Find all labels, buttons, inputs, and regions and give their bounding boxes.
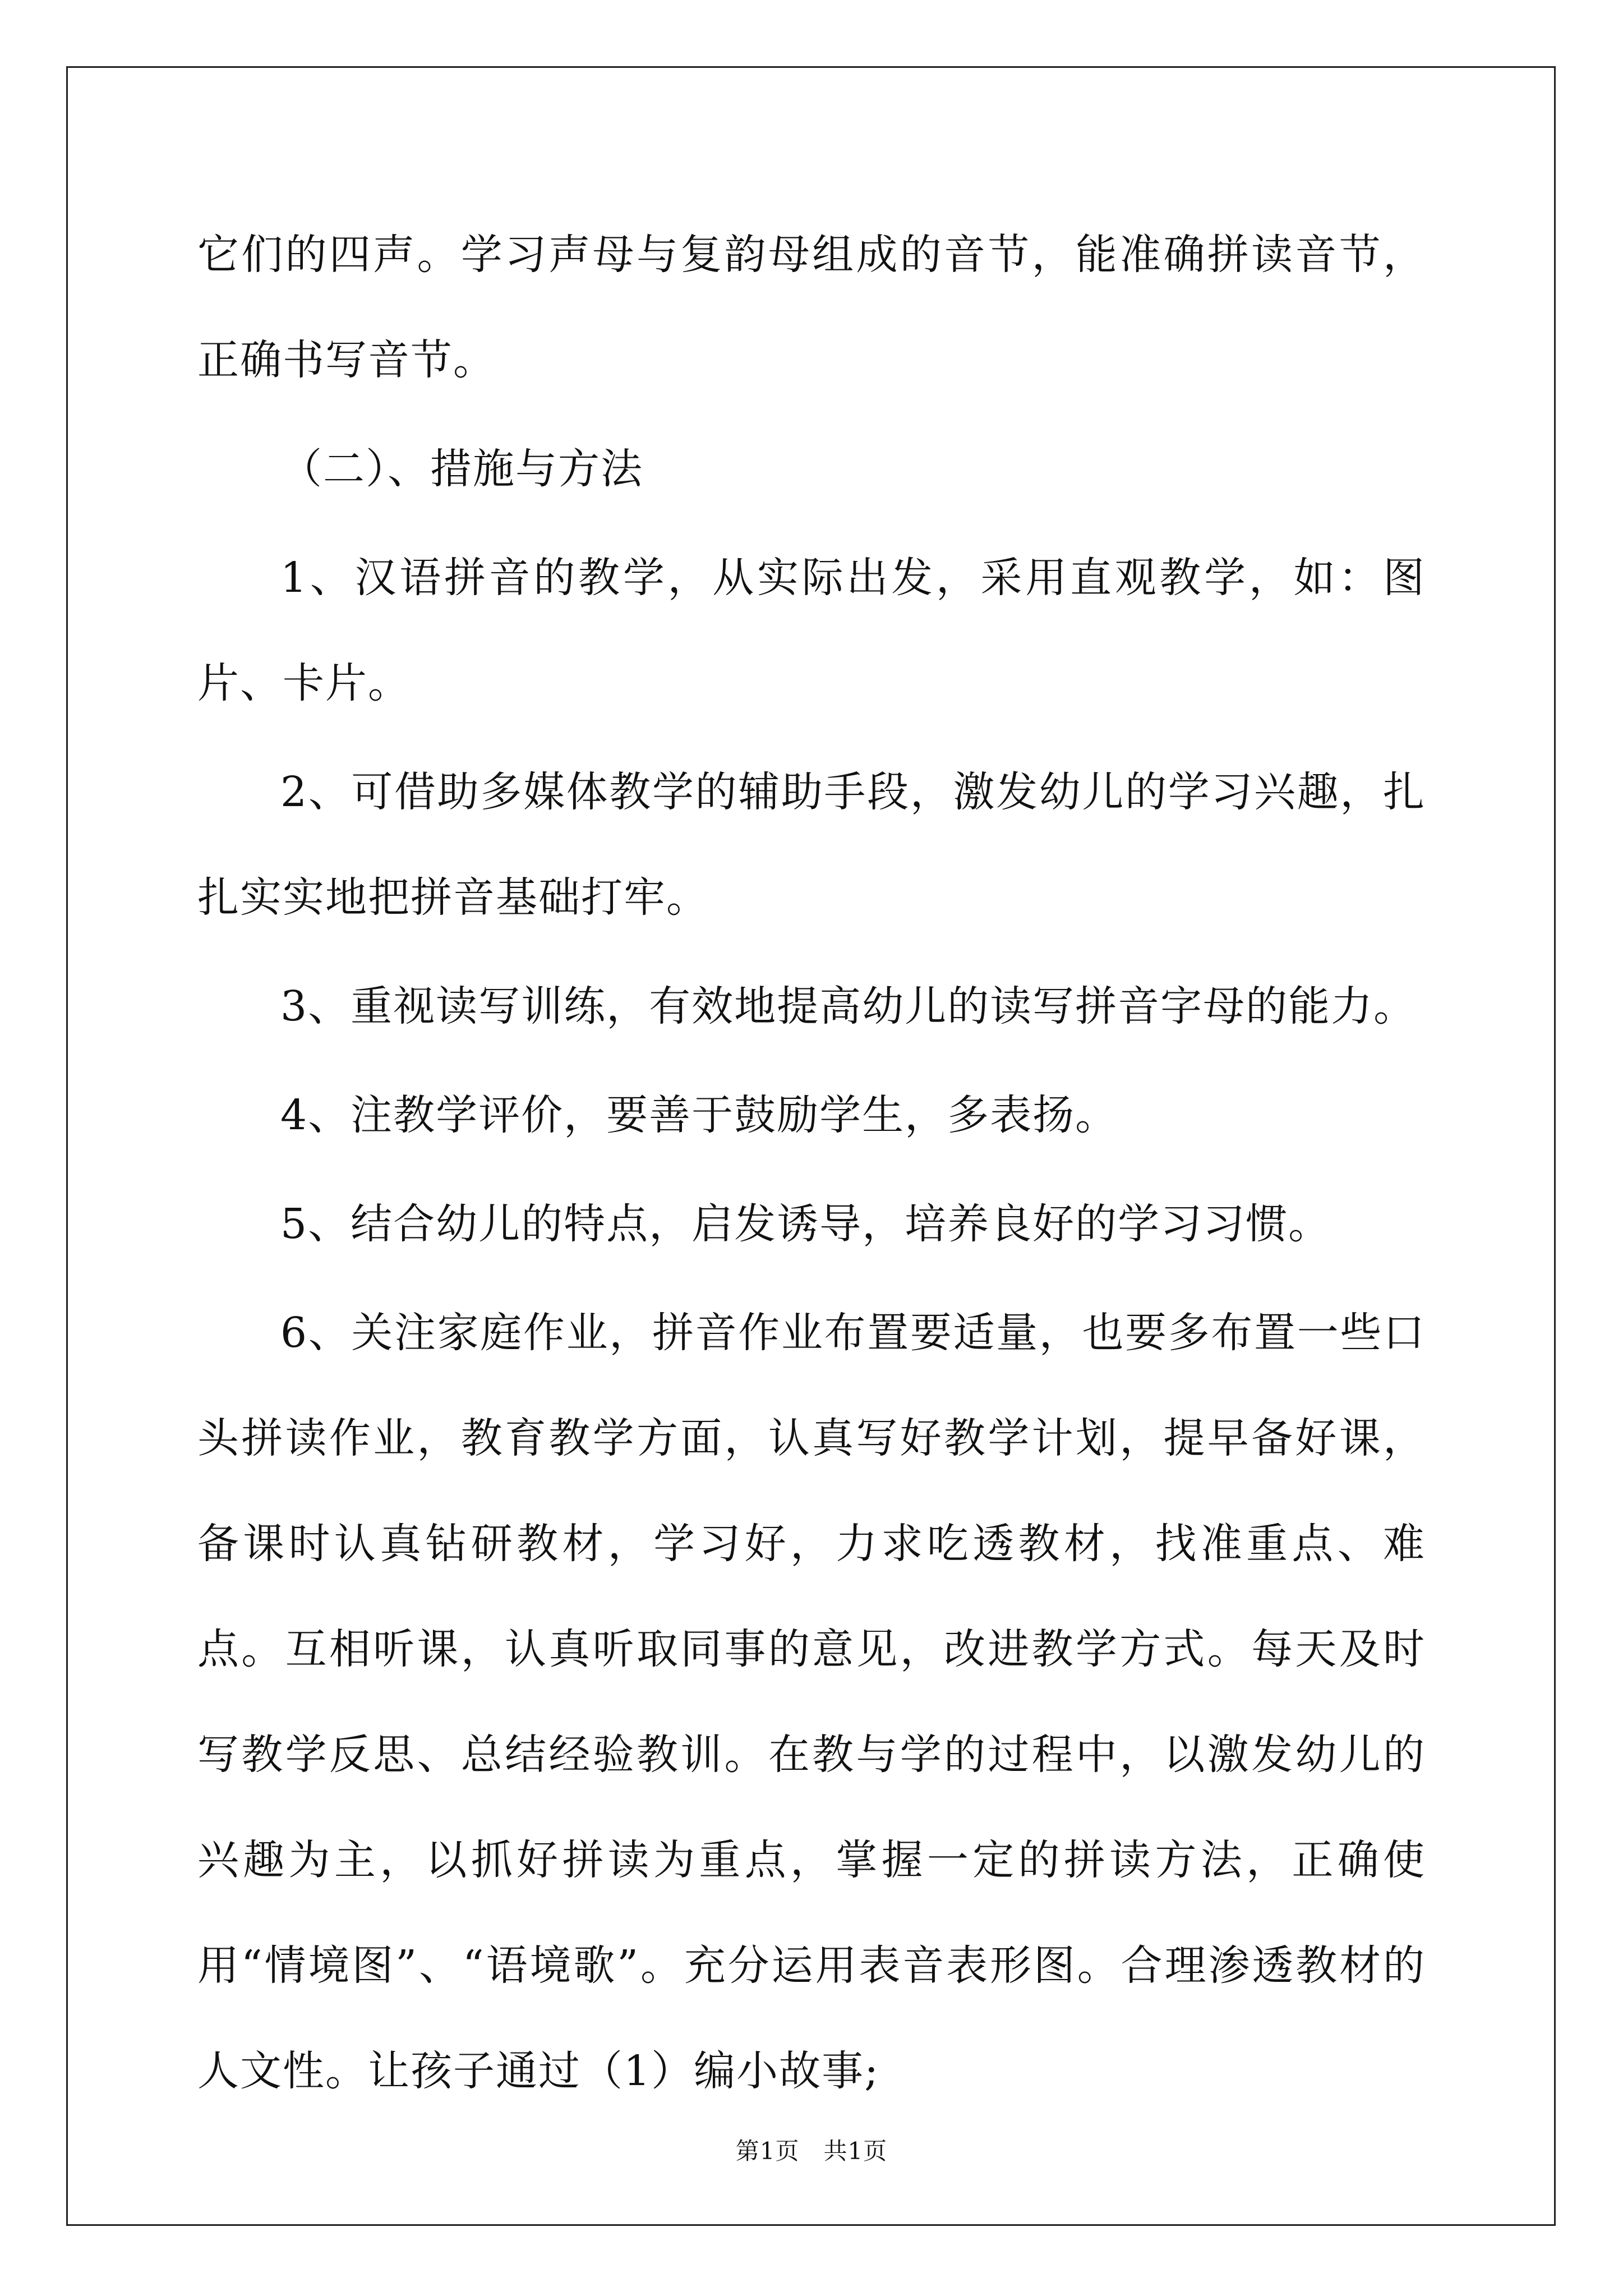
list-item-6: 6、关注家庭作业，拼音作业布置要适量，也要多布置一些口头拼读作业，教育教学方面，认真写好教学计划，提早备好课，备课时认真钻研教材，学习好，力求吃透教材，找准重点、难点。互相听课，认真听取同事的意见，改进教学方式。每天及时写教学反思、总结经验教训。在教与学的过程中，以激发幼儿的兴趣为主，以抓好拼读为重点，掌握一定的拼读方法，正确使用“情境图”、“语境歌”。充分运用表音表形图。合理渗透教材的人文性。让孩子通过（1）编小故事; bbox=[197, 1309, 1426, 2095]
list-item-5: 5、结合幼儿的特点，启发诱导，培养良好的学习习惯。 bbox=[280, 1200, 1331, 1248]
list-item-4: 4、注教学评价，要善于鼓励学生，多表扬。 bbox=[280, 1091, 1118, 1139]
list-item-2: 2、可借助多媒体教学的辅助手段，激发幼儿的学习兴趣，扎扎实实地把拼音基础打牢。 bbox=[197, 768, 1426, 922]
paragraph-continuation: 它们的四声。学习声母与复韵母组成的音节，能准确拼读音节，正确书写音节。 bbox=[197, 231, 1426, 384]
document-body bbox=[197, 202, 1426, 2127]
section-heading: （二）、措施与方法 bbox=[280, 445, 643, 493]
page-number-footer: 第1页 共1页 bbox=[735, 2137, 888, 2165]
list-item-3: 3、重视读写训练，有效地提高幼儿的读写拼音字母的能力。 bbox=[280, 982, 1417, 1030]
list-item-1: 1、汉语拼音的教学，从实际出发，采用直观教学，如：图片、卡片。 bbox=[197, 554, 1426, 707]
